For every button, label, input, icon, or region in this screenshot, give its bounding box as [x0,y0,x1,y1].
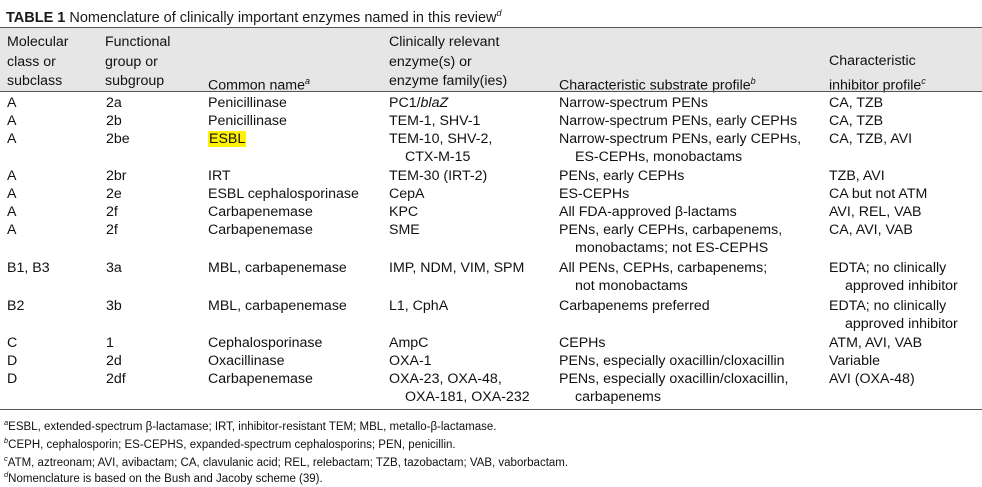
cell-substrate-line: PENs, especially oxacillin/cloxacillin [559,353,785,369]
cell-substrate-line: carbapenems [575,389,661,405]
cell-group-text: 3a [106,260,122,276]
footnote [4,467,323,487]
cell-common-name-text: Cephalosporinase [208,335,323,351]
cell-inhibitor-line: Variable [829,353,880,369]
cell-common-name-text: Carbapenemase [208,204,313,220]
cell-common-name [208,94,287,112]
cell-enzymes [389,259,524,277]
cell-inhibitor [829,334,922,352]
cell-class-text: B2 [7,298,25,314]
cell-inhibitor [829,370,915,388]
cell-enzymes-line: IMP, NDM, VIM, SPM [389,260,525,276]
cell-class [7,370,17,388]
footnote-marker: c [4,454,8,463]
header-substrate-profile [559,72,756,96]
footnote-text: CEPH, cephalosporin; ES-CEPHS, expanded-spectrum cephalosporins; PEN, penicillin. [8,438,456,451]
cell-common-name-text: Oxacillinase [208,353,285,369]
cell-group-text: 2b [106,113,122,129]
cell-group [106,259,122,277]
footnote [4,415,497,435]
cell-class-text: A [7,131,17,147]
table-label: TABLE 1 [6,9,66,26]
cell-enzymes-line: TEM-1, SHV-1 [389,113,481,129]
cell-common-name [208,167,231,185]
cell-group [106,94,122,112]
footnote-marker: b [4,436,9,445]
cell-substrate-line: ES-CEPHs [559,186,630,202]
cell-group-text: 2e [106,186,122,202]
cell-substrate-line: PENs, early CEPHs [559,168,685,184]
header-bottom-rule [0,91,982,92]
cell-enzymes-line: AmpC [389,335,429,351]
cell-class-text: A [7,204,17,220]
cell-substrate-line: Narrow-spectrum PENs, early CEPHs [559,113,798,129]
cell-enzymes-line: TEM-30 (IRT-2) [389,168,488,184]
cell-substrate-line: CEPHs [559,335,606,351]
table-caption: Nomenclature of clinically important enzymes named in this review [69,9,497,26]
cell-enzymes-line: L1, CphA [389,298,449,314]
footnote [4,433,456,453]
cell-enzymes-line: OXA-181, OXA-232 [405,389,530,405]
cell-class-text: D [7,371,18,387]
cell-substrate [559,297,710,315]
cell-inhibitor [829,94,883,112]
cell-class-text: A [7,222,17,238]
cell-enzymes [389,221,420,239]
cell-group [106,352,122,370]
header-inhibitor-profile-note: c [921,75,926,86]
cell-enzymes-line: OXA-23, OXA-48, [389,371,502,387]
cell-group-text: 2f [106,222,118,238]
cell-class [7,352,17,370]
cell-substrate-line: not monobactams [575,278,688,294]
cell-inhibitor-line: TZB, AVI [829,168,885,184]
cell-group-text: 2df [106,371,126,387]
cell-substrate-line: All FDA-approved β-lactams [559,204,737,220]
header-common-name [208,72,310,96]
cell-substrate [559,130,801,166]
cell-substrate-line: All PENs, CEPHs, carbapenems; [559,260,768,276]
cell-common-name-text: Penicillinase [208,95,287,111]
cell-inhibitor-line: approved inhibitor [845,316,958,332]
header-molecular-class: Molecular class or subclass [7,34,69,89]
cell-common-name [208,334,322,352]
cell-common-name-text: Penicillinase [208,113,287,129]
cell-inhibitor-line: CA, AVI, VAB [829,222,913,238]
cell-substrate-line: PENs, early CEPHs, carbapenems, [559,222,783,238]
footnote-text: ESBL, extended-spectrum β-lactamase; IRT, inhibitor-resistant TEM; MBL, metallo-β-lactamase. [8,420,497,433]
cell-group-text: 2br [106,168,127,184]
cell-class-text: A [7,113,17,129]
cell-enzymes-line: TEM-10, SHV-2, [389,131,493,147]
cell-common-name [208,130,246,148]
cell-inhibitor-line: CA, TZB [829,113,884,129]
cell-enzymes [389,334,428,352]
cell-group [106,334,114,352]
cell-class-text: C [7,335,18,351]
cell-inhibitor-line: AVI, REL, VAB [829,204,922,220]
cell-class [7,185,16,203]
cell-class-text: A [7,95,17,111]
cell-class-text: A [7,186,17,202]
cell-group [106,185,122,203]
cell-class [7,130,16,148]
cell-enzymes [389,370,530,406]
caption-note-marker: d [496,8,502,18]
cell-enzymes [389,203,418,221]
cell-class [7,167,16,185]
cell-substrate [559,112,797,130]
cell-class [7,221,16,239]
cell-enzymes-line: OXA-1 [389,353,432,369]
cell-enzymes-line: SME [389,222,420,238]
cell-inhibitor [829,297,958,333]
cell-inhibitor [829,112,883,130]
cell-class [7,297,24,315]
footnote-text: Nomenclature is based on the Bush and Jacoby scheme (39). [8,472,323,485]
cell-substrate-line: PENs, especially oxacillin/cloxacillin, [559,371,789,387]
cell-substrate-line: ES-CEPHs, monobactams [575,149,743,165]
cell-inhibitor [829,185,927,203]
cell-substrate [559,334,606,352]
cell-common-name-text: MBL, carbapenemase [208,298,347,314]
cell-class [7,334,17,352]
header-functional-group: Functional group or subgroup [105,34,171,89]
cell-inhibitor-line: approved inhibitor [845,278,958,294]
cell-enzymes [389,297,448,315]
cell-inhibitor [829,259,958,295]
cell-group [106,130,130,148]
cell-common-name [208,112,287,130]
cell-inhibitor [829,130,912,148]
cell-group [106,297,122,315]
cell-inhibitor-line: CA, TZB [829,95,884,111]
cell-substrate-line: Carbapenems preferred [559,298,710,314]
cell-common-name [208,370,313,388]
cell-substrate [559,221,782,257]
cell-common-name-text: Carbapenemase [208,371,313,387]
cell-group-text: 2f [106,204,118,220]
cell-group [106,203,118,221]
cell-class-text: A [7,168,17,184]
cell-inhibitor-line: CA but not ATM [829,186,928,202]
cell-group [106,167,127,185]
cell-enzymes-line: CepA [389,186,425,202]
cell-common-name [208,185,359,203]
highlighted-term: ESBL [209,131,246,147]
cell-common-name-text: Carbapenemase [208,222,313,238]
cell-enzymes [389,94,448,112]
cell-substrate [559,352,785,370]
cell-class [7,259,50,277]
table-bottom-rule [0,409,982,410]
cell-inhibitor-line: EDTA; no clinically [829,298,947,314]
cell-substrate [559,167,684,185]
cell-inhibitor-line: EDTA; no clinically [829,260,947,276]
cell-inhibitor [829,167,885,185]
cell-group-text: 3b [106,298,122,314]
cell-substrate-line: Narrow-spectrum PENs [559,95,708,111]
header-substrate-profile-text: Characteristic substrate profile [559,77,751,94]
cell-class-text: B1, B3 [7,260,50,276]
header-inhibitor-profile-text: Characteristic inhibitor profile [829,53,922,94]
table-title [6,4,502,27]
cell-enzymes [389,352,432,370]
cell-enzymes [389,167,487,185]
gene-name: blaZ [420,95,449,111]
cell-substrate-line: Narrow-spectrum PENs, early CEPHs, [559,131,802,147]
footnote-marker: a [4,418,9,427]
header-common-name-note: a [305,76,311,86]
header-common-name-text: Common name [208,77,305,94]
cell-inhibitor [829,203,922,221]
cell-enzymes [389,185,425,203]
header-inhibitor-profile [829,52,926,96]
cell-group-text: 2d [106,353,122,369]
cell-enzymes [389,130,492,166]
cell-common-name-text: ESBL cephalosporinase [208,186,359,202]
cell-enzymes [389,112,480,130]
cell-substrate-line: monobactams; not ES-CEPHS [575,240,769,256]
cell-inhibitor-line: AVI (OXA-48) [829,371,915,387]
footnote-text: ATM, aztreonam; AVI, avibactam; CA, clavulanic acid; REL, relebactam; TZB, tazobactam; VAB, vaborbactam. [7,456,569,469]
cell-inhibitor-line: CA, TZB, AVI [829,131,913,147]
cell-group [106,370,126,388]
header-substrate-profile-note: b [750,76,756,86]
cell-common-name-text: MBL, carbapenemase [208,260,347,276]
cell-substrate [559,370,788,406]
cell-common-name [208,352,285,370]
cell-common-name [208,221,313,239]
cell-group [106,112,122,130]
cell-common-name-text: IRT [208,168,231,184]
cell-common-name [208,259,347,277]
header-enzyme-family: Clinically relevant enzyme(s) or enzyme family(ies) [389,34,508,89]
cell-substrate [559,94,708,112]
cell-inhibitor [829,352,880,370]
cell-common-name [208,203,313,221]
enzyme-name: PC1/ [389,95,421,111]
cell-substrate [559,185,629,203]
cell-enzymes-line: CTX-M-15 [405,149,471,165]
footnote-marker: d [4,470,9,479]
cell-group-text: 2be [106,131,130,147]
cell-enzymes-line: KPC [389,204,419,220]
cell-class-text: D [7,353,18,369]
cell-substrate [559,203,737,221]
cell-class [7,94,16,112]
cell-substrate [559,259,767,295]
cell-group [106,221,118,239]
cell-common-name [208,297,347,315]
cell-inhibitor [829,221,913,239]
cell-group-text: 1 [106,335,114,351]
cell-class [7,112,16,130]
cell-group-text: 2a [106,95,122,111]
cell-class [7,203,16,221]
cell-inhibitor-line: ATM, AVI, VAB [829,335,923,351]
